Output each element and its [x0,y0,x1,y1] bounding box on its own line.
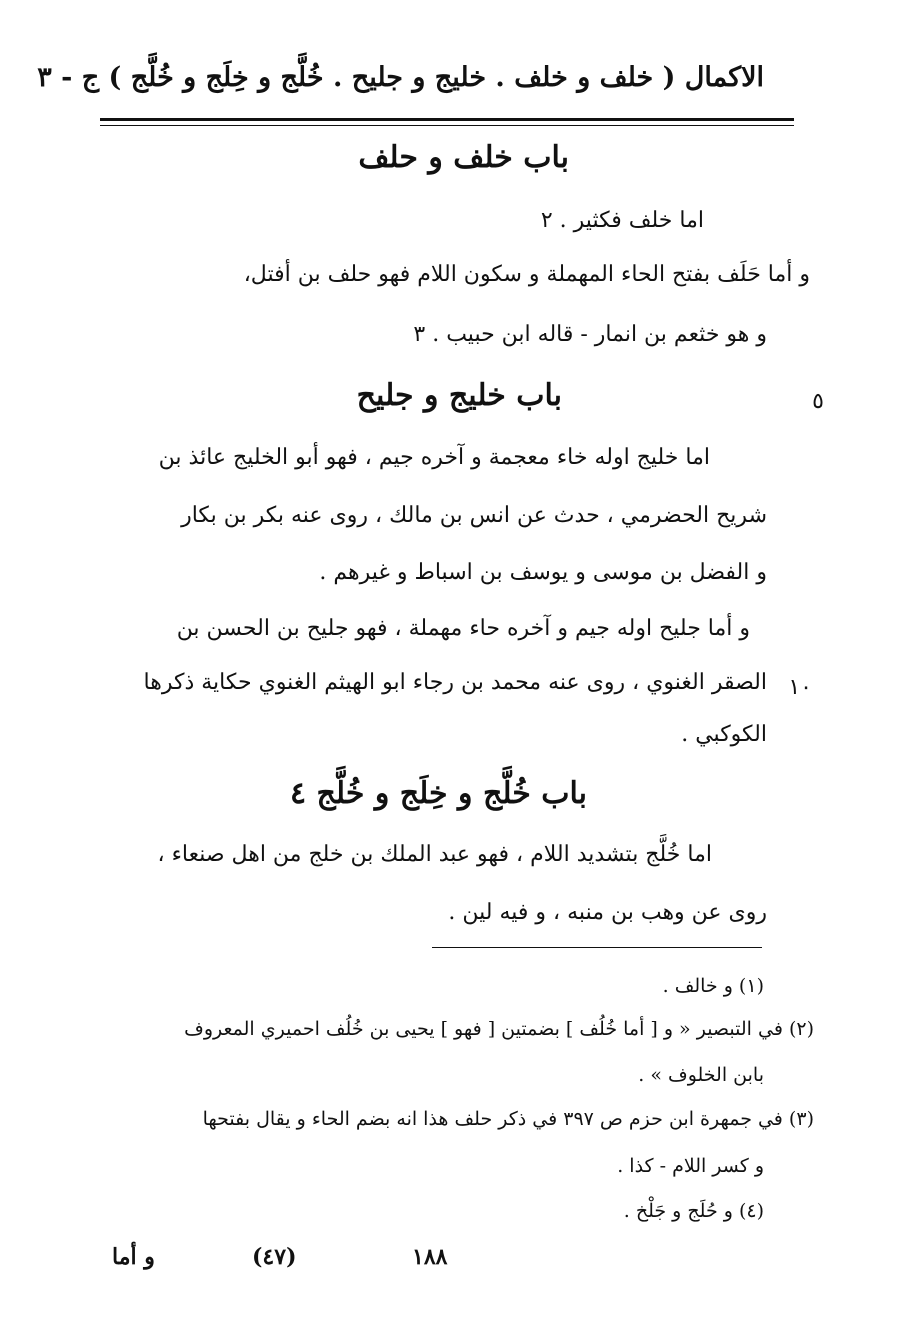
footnote-2-cont: بابن الخلوف » . [638,1064,764,1086]
header-rule [100,118,794,121]
section-heading-1: باب خلف و حلف [358,140,569,175]
section-2-line-6: الكوكبي . [681,722,767,747]
folio-number: ١٨٨ [412,1244,448,1270]
running-header: الاكمال ( خلف و خلف . خليج و جليح . خُلَّج و خِلَج و خُلَّج ) ج - ٣ [37,62,764,93]
section-2-line-2: شريح الحضرمي ، حدث عن انس بن مالك ، روى عنه بكر بن بكار [181,503,767,528]
section-heading-2: باب خليج و جليح [356,378,562,413]
section-1-line-1: اما خلف فكثير . ٢ [540,208,704,233]
footnote-2: (٢) في التبصير « و [ أما خُلُف ] بضمتين [ فهو ] يحيى بن خُلُف احميري المعروف [184,1018,814,1040]
section-1-line-2: و أما حَلَف بفتح الحاء المهملة و سكون اللام فهو حلف بن أفتل، [243,262,810,287]
section-2-line-4: و أما جليح اوله جيم و آخره حاء مهملة ، فهو جليح بن الحسن بن [176,616,750,641]
line-number-marker: ٥ [812,389,824,414]
footnote-1: (١) و خالف . [662,975,764,997]
section-3-line-1: اما خُلَّج بتشديد اللام ، فهو عبد الملك بن خلج من اهل صنعاء ، [157,842,712,867]
page-number: (٤٧) [252,1244,297,1270]
footnote-3-cont: و كسر اللام - كذا . [617,1155,764,1177]
section-2-line-1: اما خليج اوله خاء معجمة و آخره جيم ، فهو أبو الخليج عائذ بن [158,445,710,470]
line-number-marker: ١٠ [788,675,812,700]
section-2-line-5: الصقر الغنوي ، روى عنه محمد بن رجاء ابو الهيثم الغنوي حكاية ذكرها [143,670,767,695]
header-rule-thin [100,125,794,126]
footnote-4: (٤) و حُلَج و جَلْخ . [623,1200,764,1222]
footnote-3: (٣) في جمهرة ابن حزم ص ٣٩٧ في ذكر حلف هذا انه بضم الحاء و يقال بفتحها [202,1108,814,1130]
section-3-line-2: روى عن وهب بن منبه ، و فيه لين . [448,900,767,925]
section-2-line-3: و الفضل بن موسى و يوسف بن اسباط و غيرهم . [319,560,767,585]
catchword: و أما [112,1244,155,1270]
footnote-rule [432,947,762,948]
section-1-line-3: و هو خثعم بن انمار - قاله ابن حبيب . ٣ [413,322,767,347]
section-heading-3: باب خُلَّج و خِلَج و خُلَّج ٤ [289,776,587,811]
